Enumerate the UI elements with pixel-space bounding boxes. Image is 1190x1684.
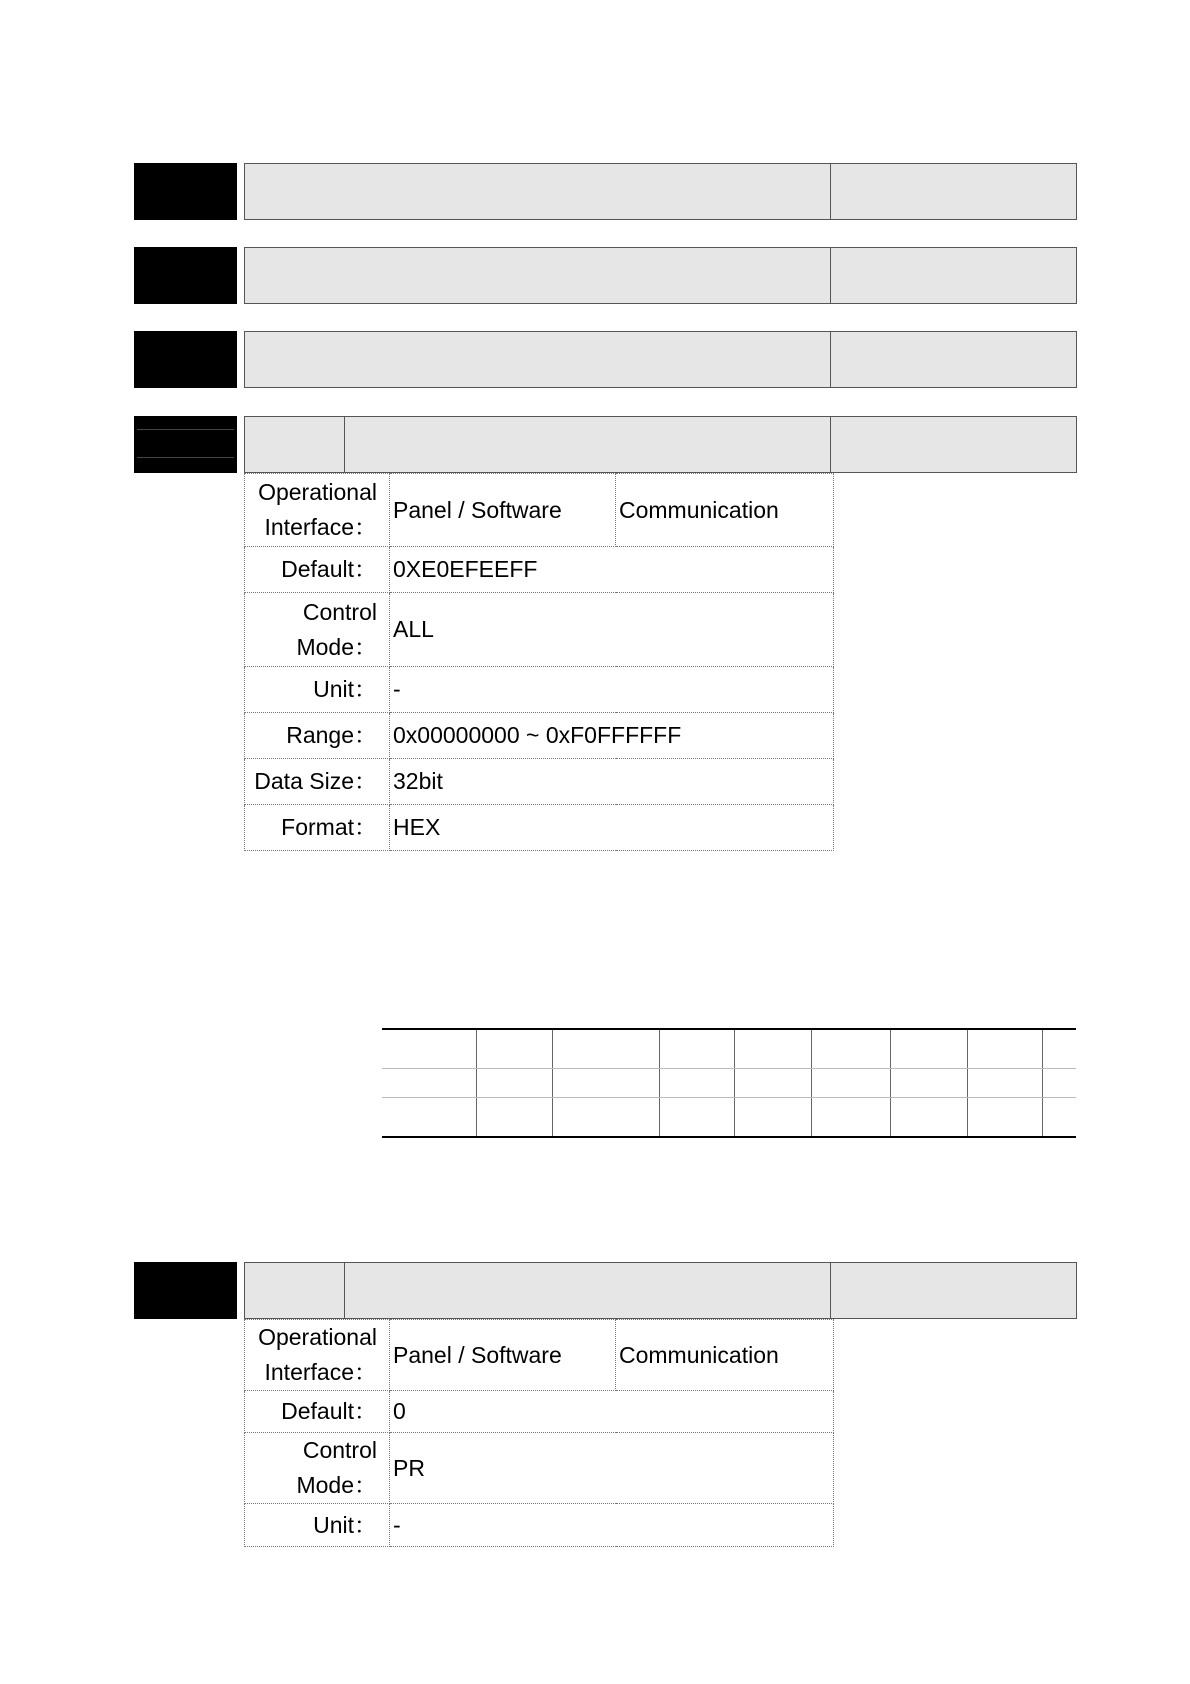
default-value: 0 [390,1391,834,1433]
range-label: Range： [245,713,390,759]
param-header-bar-3 [244,331,1077,388]
control-mode-value: ALL [390,593,834,667]
range-value: 0x00000000 ~ 0xF0FFFFFF [390,713,834,759]
param-header-bar-1 [244,163,1077,220]
interface-comm-value: Communication [616,474,834,547]
param-detail-table-1 [244,473,834,851]
interface-label: Operational Interface： [245,474,390,547]
interface-panel-value: Panel / Software [390,1320,616,1391]
param-code-block-1 [134,163,237,220]
control-mode-label: Control Mode： [245,593,390,667]
data-size-value: 32bit [390,759,834,805]
interface-label: Operational Interface： [245,1320,390,1391]
unit-label: Unit： [245,667,390,713]
param-code-block-4 [134,416,237,473]
unit-value: - [390,667,834,713]
unit-label: Unit： [245,1504,390,1547]
default-value: 0XE0EFEEFF [390,547,834,593]
interface-comm-value: Communication [616,1320,834,1391]
default-label: Default： [245,1391,390,1433]
control-mode-value: PR [390,1433,834,1504]
bit-table [382,1028,1076,1138]
param-detail-table-2 [244,1319,834,1547]
default-label: Default： [245,547,390,593]
control-mode-label: Control Mode： [245,1433,390,1504]
param-code-block-3 [134,331,237,388]
param-header-bar-4 [244,416,1077,473]
param-code-block-5 [134,1262,237,1319]
param-header-bar-5 [244,1262,1077,1319]
data-size-label: Data Size： [245,759,390,805]
format-value: HEX [390,805,834,851]
interface-panel-value: Panel / Software [390,474,616,547]
param-header-bar-2 [244,247,1077,304]
format-label: Format： [245,805,390,851]
param-code-block-2 [134,247,237,304]
unit-value: - [390,1504,834,1547]
